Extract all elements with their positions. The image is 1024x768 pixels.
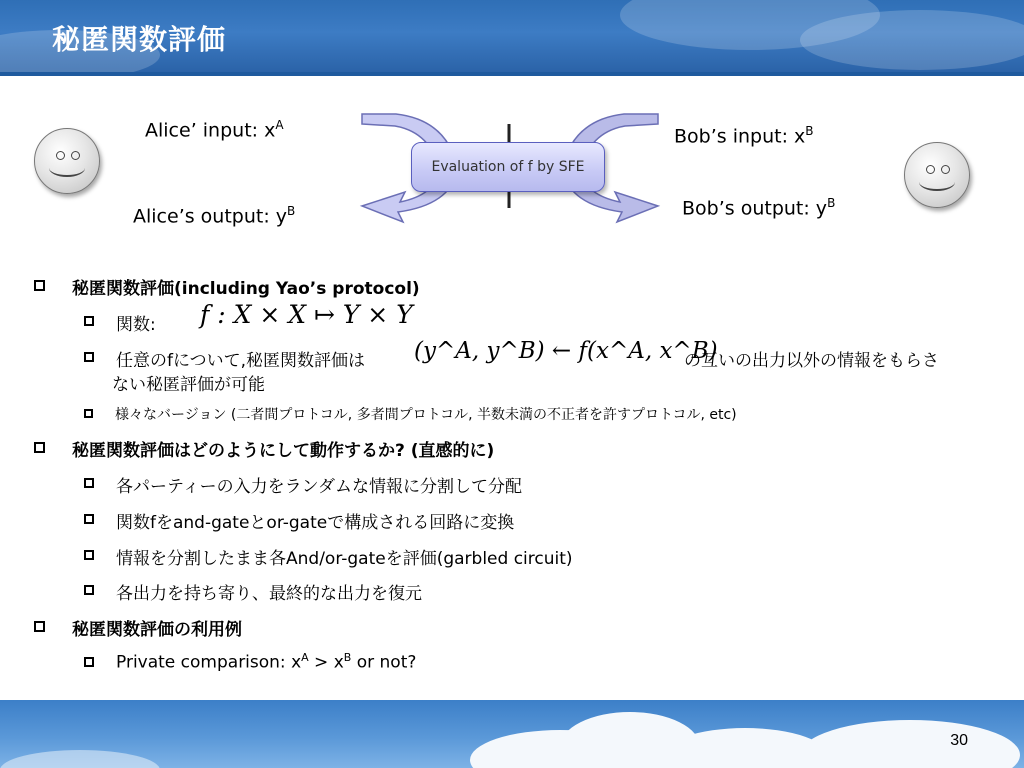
square-bullet-icon (84, 657, 94, 667)
bullet-text: 秘匿関数評価の利用例 (72, 620, 242, 640)
alice-input-text: Alice’ input: x (145, 119, 276, 142)
alice-output-superscript: B (287, 204, 296, 218)
list-item (34, 274, 420, 299)
list-item (84, 404, 737, 424)
sfe-formula: (y^A, y^B) ← f(x^A, x^B) (414, 338, 718, 364)
slide-title: 秘匿関数評価 (52, 23, 227, 56)
alice-output-label (133, 204, 295, 227)
bullet-text: 情報を分割したまま各And/or-gateを評価(garbled circuit) (116, 549, 573, 569)
square-bullet-icon (84, 352, 94, 362)
bob-output-text: Bob’s output: y (682, 197, 828, 220)
bob-input-label (674, 124, 814, 147)
sfe-diagram (0, 80, 1024, 250)
bullet-text: 関数: (116, 315, 156, 335)
bob-output-superscript: B (827, 196, 836, 210)
title-bar-underline (0, 72, 1024, 76)
sfe-box-text: Evaluation of f by SFE (431, 159, 585, 175)
square-bullet-icon (84, 550, 94, 560)
list-item (34, 615, 242, 640)
comparison-superscript: B (343, 651, 352, 664)
alice-input-label (145, 118, 284, 141)
list-item (84, 579, 422, 604)
bullet-text: 様々なバージョン (二者間プロトコル, 多者間プロトコル, 半数未満の不正者を許すプロトコル, etc) (115, 407, 737, 423)
bullet-text: 秘匿関数評価(including Yao’s protocol) (72, 279, 420, 299)
bullet-text: 任意のfについて,秘匿関数評価は (116, 351, 366, 371)
list-item (84, 346, 365, 371)
square-bullet-icon (84, 585, 94, 595)
bob-output-label (682, 196, 835, 219)
bullet-text: 関数fをand-gateとor-gateで構成される回路に変換 (116, 513, 515, 533)
title-bar (0, 0, 1024, 72)
square-bullet-icon (84, 316, 94, 326)
alice-input-superscript: A (275, 118, 284, 132)
bob-input-text: Bob’s input: x (674, 125, 806, 148)
footer-sky (0, 700, 1024, 768)
square-bullet-icon (84, 514, 94, 524)
header-cloud (800, 10, 1024, 70)
bullet-text: の互いの出力以外の情報をもらさ (684, 351, 939, 371)
square-bullet-icon (84, 478, 94, 488)
bullet-text (116, 651, 416, 673)
sfe-evaluation-box (411, 142, 605, 192)
list-item-continuation (112, 370, 265, 395)
bullet-text: 各パーティーの入力をランダムな情報に分割して分配 (116, 477, 522, 497)
bullet-text: ない秘匿評価が可能 (112, 375, 265, 395)
footer-cloud (800, 720, 1020, 768)
square-bullet-icon (84, 409, 93, 418)
square-bullet-icon (34, 442, 45, 453)
list-item (84, 310, 156, 335)
comparison-text: or not? (351, 652, 417, 673)
list-item (84, 544, 573, 569)
comparison-text: Private comparison: x (116, 652, 302, 673)
list-item (34, 436, 494, 461)
list-item (84, 472, 522, 497)
bullet-text: 秘匿関数評価はどのようにして動作するか? (直感的に) (72, 441, 495, 461)
comparison-text: > x (308, 652, 344, 673)
function-formula: f : X × X ↦ Y × Y (200, 300, 413, 329)
bullet-text: 各出力を持ち寄り、最終的な出力を復元 (116, 584, 422, 604)
list-item-continuation (684, 346, 939, 371)
comparison-superscript: A (301, 651, 309, 664)
alice-output-text: Alice’s output: y (133, 205, 288, 228)
list-item (84, 651, 416, 673)
list-item (84, 508, 514, 533)
square-bullet-icon (34, 280, 45, 291)
square-bullet-icon (34, 621, 45, 632)
page-number: 30 (950, 732, 968, 749)
footer-cloud (0, 750, 160, 768)
bob-input-superscript: B (805, 124, 814, 138)
